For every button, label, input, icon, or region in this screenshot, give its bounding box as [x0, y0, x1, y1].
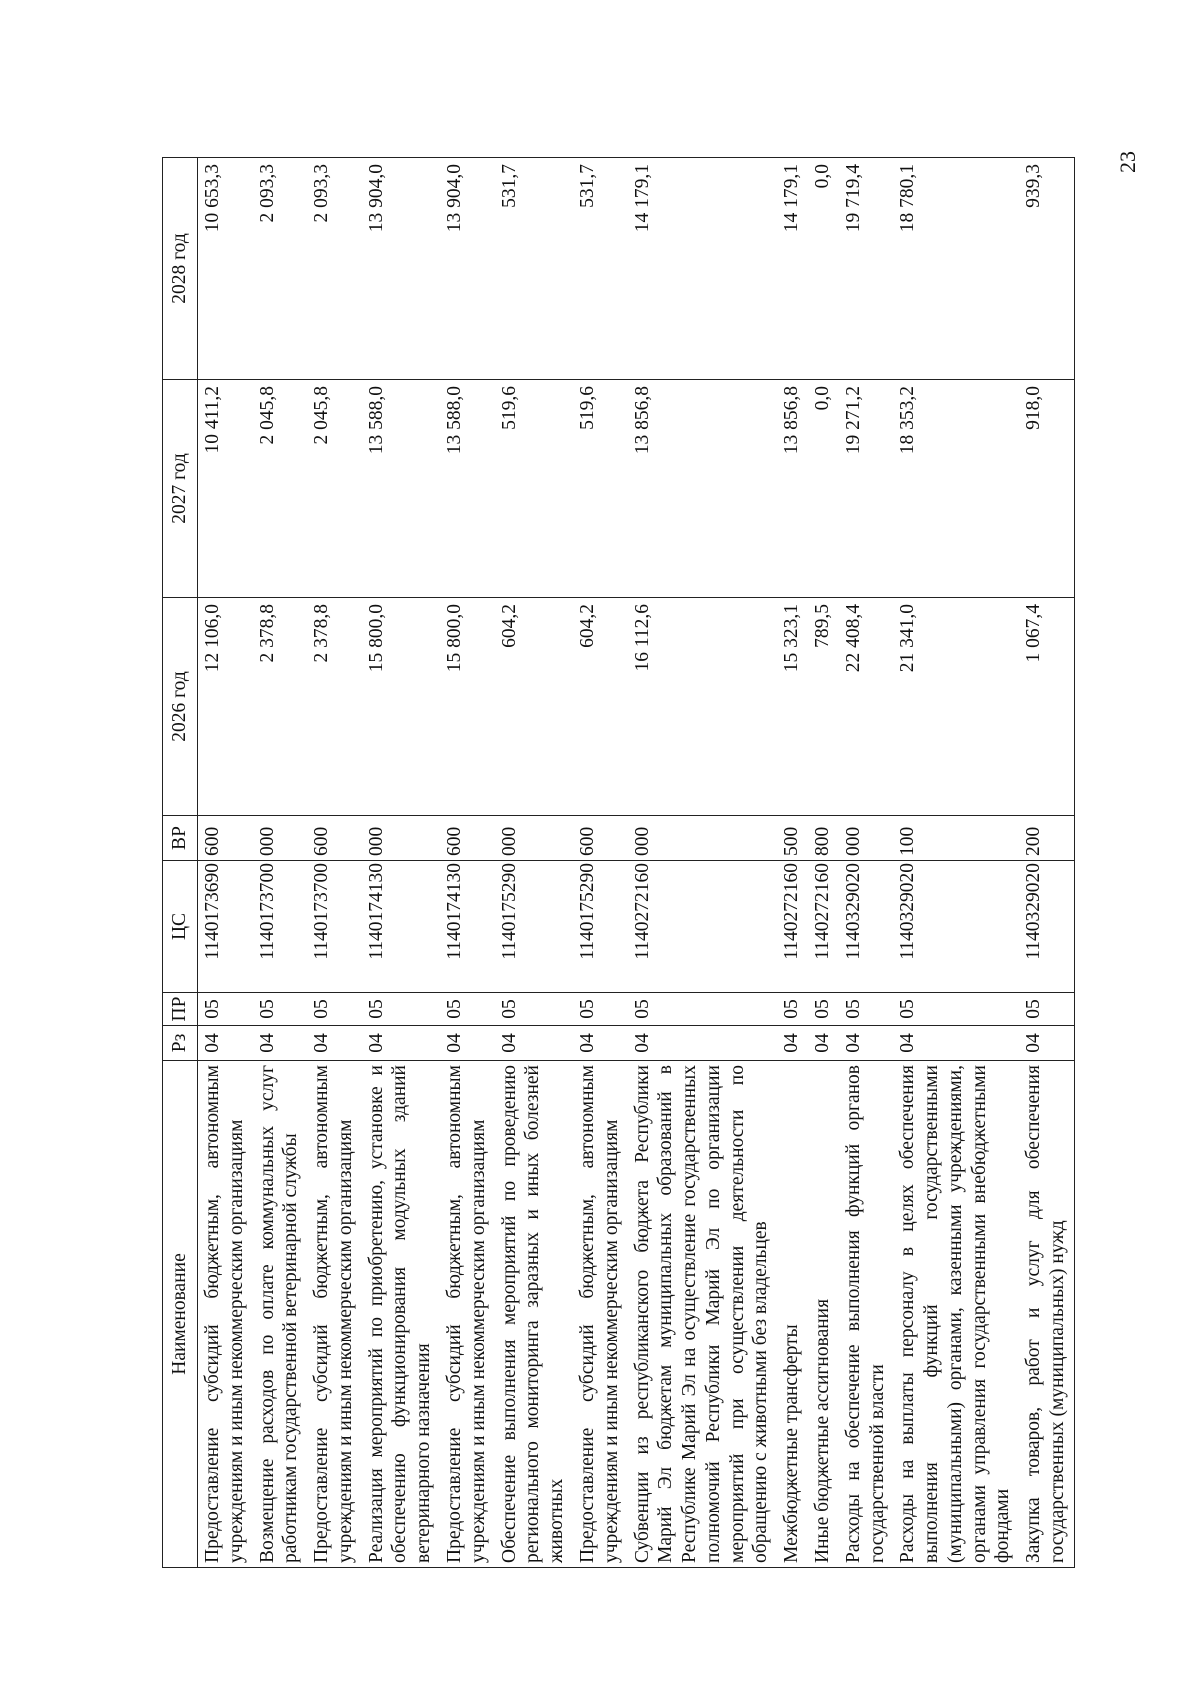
cell-2027: 13 588,0 [440, 380, 495, 598]
header-cs: ЦС [163, 861, 198, 993]
cell-pr: 05 [1019, 993, 1074, 1026]
cell-pr: 05 [307, 993, 362, 1026]
cell-2028: 939,3 [1019, 158, 1074, 380]
cell-vr: 000 [253, 816, 308, 861]
cell-pr: 05 [777, 993, 808, 1026]
cell-vr: 800 [808, 816, 839, 861]
cell-vr: 000 [839, 816, 894, 861]
cell-2027: 13 588,0 [362, 380, 440, 598]
table-row [628, 158, 778, 1568]
cell-2028: 2 093,3 [253, 158, 308, 380]
cell-pr: 05 [628, 993, 778, 1026]
cell-2028: 531,7 [573, 158, 628, 380]
cell-name: Субвенции из республиканского бюджета Республики Марий Эл бюджетам муниципальных образований в Республике Марий Эл на осуществление государственных полномочий Республики Марий Эл по организации мероприятий при осуществлении деятельности по обращению с животными без владельцев [628, 1061, 778, 1568]
cell-2026: 15 800,0 [440, 598, 495, 816]
cell-2027: 2 045,8 [253, 380, 308, 598]
cell-2028: 14 179,1 [628, 158, 778, 380]
cell-2027: 13 856,8 [777, 380, 808, 598]
cell-vr: 000 [495, 816, 573, 861]
cell-cs: 1140175290 [495, 861, 573, 993]
table-row [198, 158, 253, 1568]
cell-2028: 2 093,3 [307, 158, 362, 380]
page-number: 23 [1115, 151, 1140, 173]
cell-2026: 604,2 [495, 598, 573, 816]
cell-2026: 2 378,8 [307, 598, 362, 816]
cell-name: Закупка товаров, работ и услуг для обеспечения государственных (муниципальных) нужд [1019, 1061, 1074, 1568]
cell-rz: 04 [440, 1026, 495, 1061]
cell-rz: 04 [495, 1026, 573, 1061]
cell-rz: 04 [253, 1026, 308, 1061]
cell-vr: 600 [573, 816, 628, 861]
cell-cs: 1140174130 [362, 861, 440, 993]
table-row [440, 158, 495, 1568]
cell-rz: 04 [628, 1026, 778, 1061]
cell-cs: 1140272160 [808, 861, 839, 993]
cell-pr: 05 [893, 993, 1019, 1026]
cell-name: Реализация мероприятий по приобретению, установке и обеспечению функционирования модульных зданий ветеринарного назначения [362, 1061, 440, 1568]
cell-2027: 918,0 [1019, 380, 1074, 598]
cell-name: Расходы на обеспечение выполнения функций органов государственной власти [839, 1061, 894, 1568]
table-row [307, 158, 362, 1568]
cell-rz: 04 [777, 1026, 808, 1061]
cell-2026: 21 341,0 [893, 598, 1019, 816]
cell-name: Возмещение расходов по оплате коммунальных услуг работникам государственной ветеринарной службы [253, 1061, 308, 1568]
cell-2026: 2 378,8 [253, 598, 308, 816]
cell-rz: 04 [1019, 1026, 1074, 1061]
cell-pr: 05 [253, 993, 308, 1026]
table-row [808, 158, 839, 1568]
header-rz: Рз [163, 1026, 198, 1061]
cell-2028: 531,7 [495, 158, 573, 380]
cell-name: Предоставление субсидий бюджетным, автономным учреждениям и иным некоммерческим организациям [307, 1061, 362, 1568]
cell-2027: 2 045,8 [307, 380, 362, 598]
cell-2028: 19 719,4 [839, 158, 894, 380]
cell-vr: 100 [893, 816, 1019, 861]
cell-pr: 05 [808, 993, 839, 1026]
cell-vr: 600 [440, 816, 495, 861]
cell-2028: 0,0 [808, 158, 839, 380]
header-vr: ВР [163, 816, 198, 861]
table-row [362, 158, 440, 1568]
table-row [573, 158, 628, 1568]
table-header-row [163, 158, 198, 1568]
cell-2026: 789,5 [808, 598, 839, 816]
table-row [893, 158, 1019, 1568]
cell-cs: 1140175290 [573, 861, 628, 993]
cell-vr: 600 [198, 816, 253, 861]
cell-name: Предоставление субсидий бюджетным, автономным учреждениям и иным некоммерческим организациям [198, 1061, 253, 1568]
cell-vr: 000 [628, 816, 778, 861]
cell-vr: 000 [362, 816, 440, 861]
cell-cs: 1140329020 [1019, 861, 1074, 993]
budget-table [162, 157, 1075, 1568]
cell-rz: 04 [573, 1026, 628, 1061]
cell-2026: 12 106,0 [198, 598, 253, 816]
cell-2028: 13 904,0 [440, 158, 495, 380]
cell-cs: 1140173690 [198, 861, 253, 993]
cell-2027: 18 353,2 [893, 380, 1019, 598]
rotated-table-container [162, 158, 1172, 1568]
cell-2026: 604,2 [573, 598, 628, 816]
cell-cs: 1140329020 [893, 861, 1019, 993]
cell-vr: 500 [777, 816, 808, 861]
cell-2027: 0,0 [808, 380, 839, 598]
table-row [1019, 158, 1074, 1568]
cell-cs: 1140272160 [628, 861, 778, 993]
cell-2028: 14 179,1 [777, 158, 808, 380]
cell-rz: 04 [893, 1026, 1019, 1061]
cell-rz: 04 [307, 1026, 362, 1061]
header-2028: 2028 год [163, 158, 198, 380]
cell-name: Межбюджетные трансферты [777, 1061, 808, 1568]
cell-name: Расходы на выплаты персоналу в целях обеспечения выполнения функций государственными (муниципальными) органами, казенными учреждениями, органами управления государственными внебюджетными фондами [893, 1061, 1019, 1568]
table-row [253, 158, 308, 1568]
table-row [777, 158, 808, 1568]
cell-2026: 15 323,1 [777, 598, 808, 816]
cell-pr: 05 [573, 993, 628, 1026]
cell-pr: 05 [495, 993, 573, 1026]
cell-rz: 04 [198, 1026, 253, 1061]
cell-2028: 18 780,1 [893, 158, 1019, 380]
cell-vr: 200 [1019, 816, 1074, 861]
cell-name: Предоставление субсидий бюджетным, автономным учреждениям и иным некоммерческим организациям [440, 1061, 495, 1568]
cell-2027: 13 856,8 [628, 380, 778, 598]
cell-2027: 19 271,2 [839, 380, 894, 598]
table-row [495, 158, 573, 1568]
cell-rz: 04 [808, 1026, 839, 1061]
cell-vr: 600 [307, 816, 362, 861]
cell-cs: 1140174130 [440, 861, 495, 993]
cell-2028: 13 904,0 [362, 158, 440, 380]
cell-pr: 05 [839, 993, 894, 1026]
cell-2026: 22 408,4 [839, 598, 894, 816]
header-2027: 2027 год [163, 380, 198, 598]
cell-2028: 10 653,3 [198, 158, 253, 380]
cell-name: Иные бюджетные ассигнования [808, 1061, 839, 1568]
cell-rz: 04 [362, 1026, 440, 1061]
cell-rz: 04 [839, 1026, 894, 1061]
cell-name: Предоставление субсидий бюджетным, автономным учреждениям и иным некоммерческим организациям [573, 1061, 628, 1568]
cell-pr: 05 [198, 993, 253, 1026]
cell-pr: 05 [440, 993, 495, 1026]
table-row [839, 158, 894, 1568]
header-2026: 2026 год [163, 598, 198, 816]
cell-2027: 519,6 [495, 380, 573, 598]
cell-name: Обеспечение выполнения мероприятий по проведению регионального мониторинга заразных и иных болезней животных [495, 1061, 573, 1568]
cell-2026: 15 800,0 [362, 598, 440, 816]
cell-cs: 1140272160 [777, 861, 808, 993]
cell-2027: 519,6 [573, 380, 628, 598]
cell-2026: 1 067,4 [1019, 598, 1074, 816]
cell-2027: 10 411,2 [198, 380, 253, 598]
cell-cs: 1140173700 [307, 861, 362, 993]
cell-2026: 16 112,6 [628, 598, 778, 816]
header-pr: ПР [163, 993, 198, 1026]
cell-cs: 1140329020 [839, 861, 894, 993]
cell-pr: 05 [362, 993, 440, 1026]
header-name: Наименование [163, 1061, 198, 1568]
cell-cs: 1140173700 [253, 861, 308, 993]
